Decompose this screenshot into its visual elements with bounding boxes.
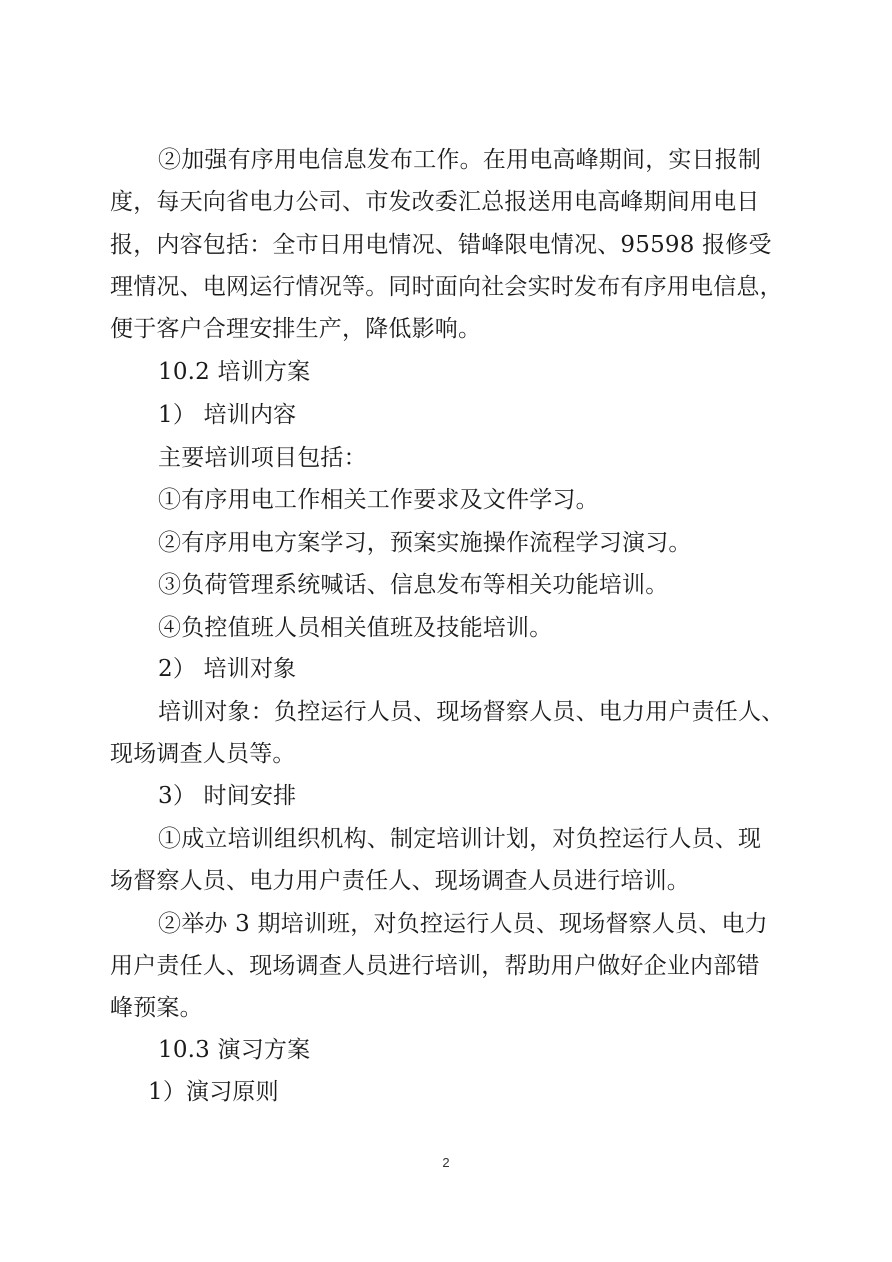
paragraph-line: 便于客户合理安排生产，降低影响。 <box>110 316 482 342</box>
paragraph-line: ①成立培训组织机构、制定培训计划，对负控运行人员、现 <box>158 826 762 852</box>
paragraph-line: 报，内容包括：全市日用电情况、错峰限电情况、95598 报修受 <box>110 232 772 258</box>
list-item: ③负荷管理系统喊话、信息发布等相关功能培训。 <box>158 572 669 598</box>
section-heading: 10.2 培训方案 <box>158 359 311 385</box>
paragraph-line: ②举办 3 期培训班，对负控运行人员、现场督察人员、电力 <box>158 911 768 937</box>
section-heading: 10.3 演习方案 <box>158 1037 311 1063</box>
paragraph-line: 峰预案。 <box>110 995 203 1021</box>
paragraph-line: 场督察人员、电力用户责任人、现场调查人员进行培训。 <box>110 868 690 894</box>
list-item: ①有序用电工作相关工作要求及文件学习。 <box>158 487 599 513</box>
subsection-heading: 1）演习原则 <box>148 1079 279 1105</box>
subsection-heading: 2） 培训对象 <box>158 656 297 682</box>
subsection-heading: 1） 培训内容 <box>158 402 297 428</box>
paragraph-line: 理情况、电网运行情况等。同时面向社会实时发布有序用电信息， <box>110 274 783 300</box>
paragraph-line: 现场调查人员等。 <box>110 741 296 767</box>
paragraph-line: 度，每天向省电力公司、市发改委汇总报送用电高峰期间用电日 <box>110 189 760 215</box>
paragraph-line: ②加强有序用电信息发布工作。在用电高峰期间，实日报制 <box>158 147 762 173</box>
list-item: ④负控值班人员相关值班及技能培训。 <box>158 615 553 641</box>
page-number: 2 <box>442 1155 450 1170</box>
paragraph-line: 用户责任人、现场调查人员进行培训，帮助用户做好企业内部错 <box>110 953 760 979</box>
paragraph-line: 主要培训项目包括： <box>158 445 367 471</box>
paragraph-line: 培训对象：负控运行人员、现场督察人员、电力用户责任人、 <box>158 699 785 725</box>
list-item: ②有序用电方案学习，预案实施操作流程学习演习。 <box>158 530 692 556</box>
subsection-heading: 3） 时间安排 <box>158 783 297 809</box>
